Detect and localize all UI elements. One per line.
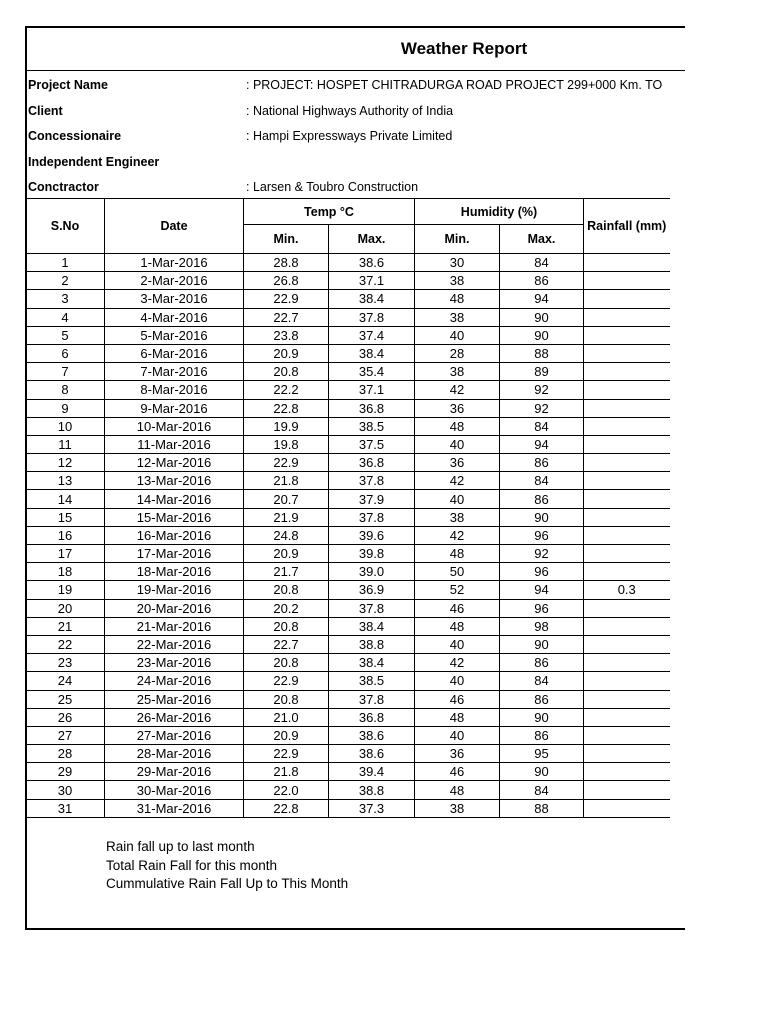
table-row — [26, 290, 670, 308]
cell-rainfall — [584, 490, 670, 508]
cell-sno: 24 — [26, 672, 105, 690]
header-temp: Temp °C — [244, 199, 415, 225]
cell-rainfall — [584, 708, 670, 726]
cell-temp-min: 28.8 — [244, 254, 329, 272]
cell-temp-min: 22.7 — [244, 308, 329, 326]
cell-humidity-min: 40 — [415, 326, 500, 344]
cell-sno: 27 — [26, 726, 105, 744]
weather-table — [25, 198, 670, 818]
cell-temp-min: 20.8 — [244, 617, 329, 635]
cell-rainfall — [584, 763, 670, 781]
cell-humidity-max: 94 — [500, 581, 584, 599]
cell-date: 24-Mar-2016 — [105, 672, 244, 690]
cell-temp-max: 37.3 — [329, 799, 415, 817]
cell-humidity-min: 38 — [415, 508, 500, 526]
cell-humidity-min: 36 — [415, 399, 500, 417]
cell-date: 8-Mar-2016 — [105, 381, 244, 399]
cell-temp-max: 39.0 — [329, 563, 415, 581]
cell-humidity-min: 48 — [415, 617, 500, 635]
cell-rainfall — [584, 781, 670, 799]
cell-rainfall — [584, 726, 670, 744]
cell-rainfall — [584, 799, 670, 817]
table-row — [26, 690, 670, 708]
cell-temp-max: 37.8 — [329, 690, 415, 708]
cell-date: 1-Mar-2016 — [105, 254, 244, 272]
info-value: : PROJECT: HOSPET CHITRADURGA ROAD PROJECT 299+000 Km. TO — [246, 77, 663, 92]
cell-temp-min: 22.9 — [244, 672, 329, 690]
cell-temp-max: 38.4 — [329, 654, 415, 672]
table-row — [26, 435, 670, 453]
cell-sno: 29 — [26, 763, 105, 781]
cell-temp-max: 37.8 — [329, 308, 415, 326]
cell-date: 23-Mar-2016 — [105, 654, 244, 672]
cell-humidity-max: 86 — [500, 690, 584, 708]
cell-temp-max: 37.1 — [329, 272, 415, 290]
cell-sno: 17 — [26, 545, 105, 563]
cell-temp-min: 21.0 — [244, 708, 329, 726]
cell-temp-max: 39.8 — [329, 545, 415, 563]
cell-rainfall — [584, 326, 670, 344]
cell-humidity-min: 40 — [415, 726, 500, 744]
cell-temp-max: 39.4 — [329, 763, 415, 781]
cell-date: 4-Mar-2016 — [105, 308, 244, 326]
table-row — [26, 344, 670, 362]
table-row — [26, 781, 670, 799]
cell-date: 13-Mar-2016 — [105, 472, 244, 490]
cell-date: 26-Mar-2016 — [105, 708, 244, 726]
cell-humidity-max: 84 — [500, 254, 584, 272]
table-row — [26, 490, 670, 508]
cell-humidity-max: 90 — [500, 508, 584, 526]
cell-temp-max: 37.8 — [329, 472, 415, 490]
cell-rainfall — [584, 472, 670, 490]
cell-temp-min: 21.8 — [244, 472, 329, 490]
cell-date: 15-Mar-2016 — [105, 508, 244, 526]
cell-temp-max: 37.5 — [329, 435, 415, 453]
cell-temp-min: 22.8 — [244, 799, 329, 817]
cell-humidity-max: 90 — [500, 763, 584, 781]
table-row — [26, 599, 670, 617]
cell-sno: 21 — [26, 617, 105, 635]
info-label: Conctractor — [28, 179, 99, 194]
cell-humidity-max: 86 — [500, 654, 584, 672]
cell-humidity-max: 88 — [500, 344, 584, 362]
cell-humidity-min: 40 — [415, 635, 500, 653]
info-label: Concessionaire — [28, 128, 122, 143]
cell-rainfall — [584, 508, 670, 526]
cell-humidity-min: 36 — [415, 745, 500, 763]
cell-temp-min: 22.2 — [244, 381, 329, 399]
cell-sno: 8 — [26, 381, 105, 399]
info-label: Project Name — [28, 77, 108, 92]
cell-date: 22-Mar-2016 — [105, 635, 244, 653]
cell-rainfall — [584, 635, 670, 653]
cell-temp-max: 38.6 — [329, 745, 415, 763]
cell-rainfall — [584, 399, 670, 417]
cell-humidity-max: 94 — [500, 290, 584, 308]
table-row — [26, 763, 670, 781]
header-humidity: Humidity (%) — [415, 199, 584, 225]
table-row — [26, 381, 670, 399]
cell-temp-min: 22.7 — [244, 635, 329, 653]
cell-humidity-max: 90 — [500, 708, 584, 726]
cell-rainfall — [584, 545, 670, 563]
header-sno: S.No — [26, 199, 105, 254]
info-label: Client — [28, 103, 63, 118]
cell-rainfall — [584, 654, 670, 672]
cell-sno: 15 — [26, 508, 105, 526]
info-value: : National Highways Authority of India — [246, 103, 454, 118]
cell-rainfall — [584, 272, 670, 290]
cell-humidity-max: 84 — [500, 472, 584, 490]
cell-humidity-min: 48 — [415, 708, 500, 726]
cell-humidity-min: 48 — [415, 290, 500, 308]
cell-sno: 16 — [26, 526, 105, 544]
cell-humidity-min: 48 — [415, 417, 500, 435]
cell-humidity-min: 42 — [415, 472, 500, 490]
table-row — [26, 272, 670, 290]
header-humidity-max: Max. — [500, 225, 584, 254]
cell-sno: 30 — [26, 781, 105, 799]
cell-date: 31-Mar-2016 — [105, 799, 244, 817]
cell-temp-min: 20.9 — [244, 344, 329, 362]
cell-humidity-min: 38 — [415, 799, 500, 817]
cell-rainfall — [584, 363, 670, 381]
cell-humidity-max: 92 — [500, 545, 584, 563]
cell-sno: 10 — [26, 417, 105, 435]
rainfall-summary — [106, 838, 348, 894]
header-humidity-min: Min. — [415, 225, 500, 254]
info-label: Independent Engineer — [28, 154, 160, 169]
cell-sno: 2 — [26, 272, 105, 290]
table-body — [26, 254, 670, 818]
cell-date: 18-Mar-2016 — [105, 563, 244, 581]
cell-temp-min: 20.9 — [244, 726, 329, 744]
info-row-concessionaire — [27, 123, 685, 148]
cell-sno: 20 — [26, 599, 105, 617]
cell-temp-max: 38.6 — [329, 726, 415, 744]
info-value: : Hampi Expressways Private Limited — [246, 128, 453, 143]
cell-temp-max: 38.8 — [329, 635, 415, 653]
table-row — [26, 617, 670, 635]
cell-humidity-max: 98 — [500, 617, 584, 635]
table-row — [26, 254, 670, 272]
cell-temp-min: 20.8 — [244, 690, 329, 708]
weather-report-sheet — [25, 26, 685, 930]
cell-temp-min: 20.7 — [244, 490, 329, 508]
cell-temp-max: 37.4 — [329, 326, 415, 344]
cell-humidity-min: 40 — [415, 672, 500, 690]
table-row — [26, 454, 670, 472]
info-row-project-name — [27, 72, 685, 97]
cell-date: 27-Mar-2016 — [105, 726, 244, 744]
cell-sno: 13 — [26, 472, 105, 490]
cell-rainfall — [584, 344, 670, 362]
cell-temp-min: 20.2 — [244, 599, 329, 617]
cell-temp-min: 22.9 — [244, 745, 329, 763]
cell-temp-max: 38.8 — [329, 781, 415, 799]
info-row-contractor — [27, 174, 685, 199]
cell-sno: 9 — [26, 399, 105, 417]
cell-humidity-max: 89 — [500, 363, 584, 381]
cell-sno: 6 — [26, 344, 105, 362]
cell-sno: 31 — [26, 799, 105, 817]
cell-temp-max: 37.8 — [329, 508, 415, 526]
cell-temp-max: 38.4 — [329, 344, 415, 362]
header-temp-min: Min. — [244, 225, 329, 254]
cell-sno: 25 — [26, 690, 105, 708]
cell-rainfall — [584, 526, 670, 544]
cell-temp-max: 38.5 — [329, 672, 415, 690]
cell-humidity-min: 46 — [415, 599, 500, 617]
cell-date: 7-Mar-2016 — [105, 363, 244, 381]
info-row-client — [27, 98, 685, 123]
cell-humidity-max: 86 — [500, 454, 584, 472]
cell-date: 19-Mar-2016 — [105, 581, 244, 599]
cell-humidity-min: 48 — [415, 545, 500, 563]
cell-temp-min: 22.9 — [244, 454, 329, 472]
cell-temp-max: 37.1 — [329, 381, 415, 399]
summary-this-month: Total Rain Fall for this month — [106, 857, 278, 873]
cell-date: 5-Mar-2016 — [105, 326, 244, 344]
table-row — [26, 745, 670, 763]
cell-sno: 18 — [26, 563, 105, 581]
cell-rainfall — [584, 417, 670, 435]
header-temp-max: Max. — [329, 225, 415, 254]
cell-humidity-min: 38 — [415, 363, 500, 381]
cell-sno: 11 — [26, 435, 105, 453]
cell-sno: 19 — [26, 581, 105, 599]
cell-sno: 26 — [26, 708, 105, 726]
cell-humidity-min: 46 — [415, 763, 500, 781]
cell-sno: 12 — [26, 454, 105, 472]
cell-humidity-max: 90 — [500, 308, 584, 326]
cell-humidity-max: 84 — [500, 781, 584, 799]
table-header-row — [26, 199, 670, 225]
table-row — [26, 508, 670, 526]
cell-temp-min: 21.8 — [244, 763, 329, 781]
table-row — [26, 563, 670, 581]
table-row — [26, 472, 670, 490]
table-row — [26, 726, 670, 744]
cell-humidity-min: 28 — [415, 344, 500, 362]
cell-temp-max: 37.9 — [329, 490, 415, 508]
cell-rainfall — [584, 599, 670, 617]
cell-humidity-max: 86 — [500, 490, 584, 508]
cell-humidity-min: 50 — [415, 563, 500, 581]
cell-temp-min: 20.8 — [244, 363, 329, 381]
cell-humidity-min: 48 — [415, 781, 500, 799]
cell-humidity-min: 46 — [415, 690, 500, 708]
cell-humidity-min: 42 — [415, 654, 500, 672]
cell-temp-min: 19.8 — [244, 435, 329, 453]
table-row — [26, 545, 670, 563]
cell-rainfall — [584, 290, 670, 308]
cell-rainfall — [584, 381, 670, 399]
cell-rainfall — [584, 308, 670, 326]
cell-date: 9-Mar-2016 — [105, 399, 244, 417]
cell-humidity-max: 96 — [500, 526, 584, 544]
cell-rainfall — [584, 690, 670, 708]
cell-humidity-max: 88 — [500, 799, 584, 817]
report-title: Weather Report — [27, 28, 685, 71]
cell-date: 28-Mar-2016 — [105, 745, 244, 763]
cell-rainfall — [584, 672, 670, 690]
cell-date: 3-Mar-2016 — [105, 290, 244, 308]
summary-cumulative: Cummulative Rain Fall Up to This Month — [106, 876, 349, 891]
cell-sno: 4 — [26, 308, 105, 326]
cell-rainfall — [584, 435, 670, 453]
cell-rainfall — [584, 254, 670, 272]
table-row — [26, 654, 670, 672]
cell-humidity-max: 96 — [500, 599, 584, 617]
cell-humidity-min: 38 — [415, 272, 500, 290]
cell-sno: 5 — [26, 326, 105, 344]
cell-temp-min: 24.8 — [244, 526, 329, 544]
table-row — [26, 526, 670, 544]
cell-temp-min: 19.9 — [244, 417, 329, 435]
cell-humidity-max: 94 — [500, 435, 584, 453]
cell-rainfall — [584, 745, 670, 763]
cell-rainfall: 0.3 — [584, 581, 670, 599]
cell-temp-min: 23.8 — [244, 326, 329, 344]
cell-date: 11-Mar-2016 — [105, 435, 244, 453]
cell-humidity-max: 95 — [500, 745, 584, 763]
cell-date: 21-Mar-2016 — [105, 617, 244, 635]
cell-date: 10-Mar-2016 — [105, 417, 244, 435]
cell-humidity-min: 52 — [415, 581, 500, 599]
cell-date: 25-Mar-2016 — [105, 690, 244, 708]
table-row — [26, 799, 670, 817]
table-row — [26, 581, 670, 599]
cell-sno: 1 — [26, 254, 105, 272]
cell-humidity-min: 42 — [415, 526, 500, 544]
table-row — [26, 326, 670, 344]
table-row — [26, 672, 670, 690]
cell-temp-min: 22.8 — [244, 399, 329, 417]
cell-temp-max: 36.9 — [329, 581, 415, 599]
cell-humidity-max: 86 — [500, 726, 584, 744]
cell-rainfall — [584, 454, 670, 472]
cell-humidity-max: 84 — [500, 672, 584, 690]
cell-temp-max: 38.5 — [329, 417, 415, 435]
header-date: Date — [105, 199, 244, 254]
table-row — [26, 417, 670, 435]
cell-date: 14-Mar-2016 — [105, 490, 244, 508]
cell-humidity-max: 86 — [500, 272, 584, 290]
cell-sno: 28 — [26, 745, 105, 763]
info-value: : Larsen & Toubro Construction — [246, 179, 419, 194]
cell-temp-max: 35.4 — [329, 363, 415, 381]
cell-sno: 7 — [26, 363, 105, 381]
cell-date: 20-Mar-2016 — [105, 599, 244, 617]
cell-temp-min: 20.8 — [244, 654, 329, 672]
cell-temp-min: 22.0 — [244, 781, 329, 799]
table-row — [26, 399, 670, 417]
cell-sno: 23 — [26, 654, 105, 672]
cell-temp-min: 21.9 — [244, 508, 329, 526]
cell-rainfall — [584, 563, 670, 581]
cell-humidity-min: 36 — [415, 454, 500, 472]
cell-date: 6-Mar-2016 — [105, 344, 244, 362]
cell-humidity-min: 30 — [415, 254, 500, 272]
table-row — [26, 308, 670, 326]
cell-temp-max: 36.8 — [329, 708, 415, 726]
table-row — [26, 708, 670, 726]
cell-sno: 14 — [26, 490, 105, 508]
cell-humidity-max: 84 — [500, 417, 584, 435]
cell-humidity-max: 90 — [500, 635, 584, 653]
cell-humidity-max: 90 — [500, 326, 584, 344]
cell-humidity-min: 40 — [415, 435, 500, 453]
cell-temp-min: 26.8 — [244, 272, 329, 290]
cell-temp-min: 21.7 — [244, 563, 329, 581]
cell-temp-max: 36.8 — [329, 454, 415, 472]
cell-date: 16-Mar-2016 — [105, 526, 244, 544]
cell-sno: 3 — [26, 290, 105, 308]
cell-humidity-min: 42 — [415, 381, 500, 399]
cell-date: 30-Mar-2016 — [105, 781, 244, 799]
info-row-independent-engineer — [27, 149, 685, 174]
cell-temp-min: 20.8 — [244, 581, 329, 599]
cell-temp-max: 37.8 — [329, 599, 415, 617]
cell-humidity-max: 96 — [500, 563, 584, 581]
cell-date: 29-Mar-2016 — [105, 763, 244, 781]
cell-rainfall — [584, 617, 670, 635]
cell-date: 2-Mar-2016 — [105, 272, 244, 290]
summary-last-month: Rain fall up to last month — [106, 839, 255, 854]
cell-temp-max: 39.6 — [329, 526, 415, 544]
cell-humidity-max: 92 — [500, 399, 584, 417]
cell-date: 12-Mar-2016 — [105, 454, 244, 472]
cell-temp-max: 38.4 — [329, 617, 415, 635]
cell-temp-max: 36.8 — [329, 399, 415, 417]
table-row — [26, 635, 670, 653]
cell-date: 17-Mar-2016 — [105, 545, 244, 563]
cell-temp-max: 38.6 — [329, 254, 415, 272]
cell-temp-min: 20.9 — [244, 545, 329, 563]
table-row — [26, 363, 670, 381]
cell-humidity-max: 92 — [500, 381, 584, 399]
cell-humidity-min: 40 — [415, 490, 500, 508]
cell-humidity-min: 38 — [415, 308, 500, 326]
cell-temp-max: 38.4 — [329, 290, 415, 308]
cell-sno: 22 — [26, 635, 105, 653]
cell-temp-min: 22.9 — [244, 290, 329, 308]
header-rainfall: Rainfall (mm) — [584, 199, 670, 254]
